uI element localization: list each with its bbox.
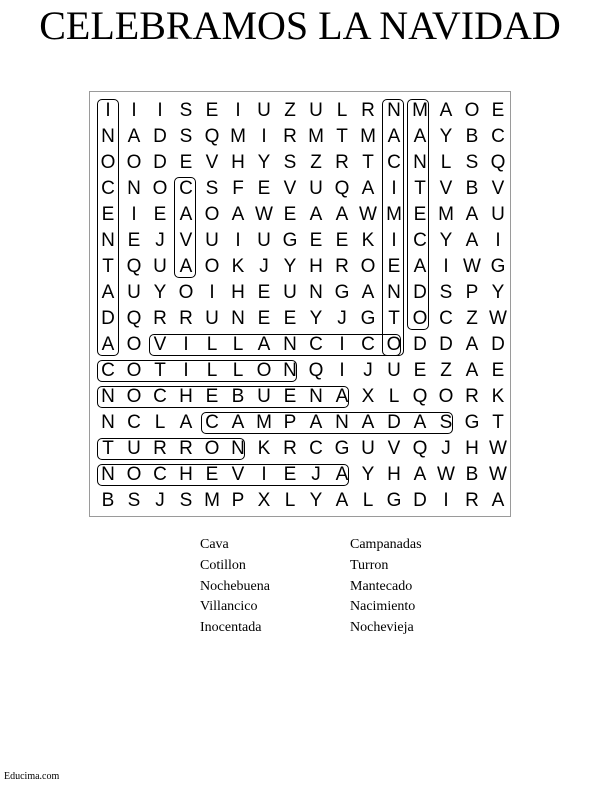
highlight-mantecado (407, 99, 429, 330)
grid-letter: R (335, 152, 349, 173)
grid-letter: A (491, 490, 505, 511)
grid-letter: W (489, 308, 507, 329)
grid-letter: A (465, 334, 479, 355)
grid-letter: V (205, 152, 219, 173)
grid-letter: C (309, 438, 323, 459)
grid-letter: M (204, 490, 220, 511)
grid-letter: R (179, 438, 193, 459)
grid-letter: T (414, 178, 426, 199)
grid-letter: C (387, 152, 401, 173)
grid-letter: W (489, 438, 507, 459)
word-list-right (350, 535, 500, 639)
grid-letter: H (179, 386, 193, 407)
grid-letter: I (261, 126, 267, 147)
grid-letter: W (359, 204, 377, 225)
grid-letter: B (231, 386, 245, 407)
grid-letter: A (413, 126, 427, 147)
grid-letter: A (335, 464, 349, 485)
grid-letter: S (179, 490, 193, 511)
grid-letter: O (204, 204, 220, 225)
grid-letter: O (256, 360, 272, 381)
grid-letter: C (413, 230, 427, 251)
grid-letter: I (261, 464, 267, 485)
grid-letter: A (465, 204, 479, 225)
grid-letter: O (126, 386, 142, 407)
grid-letter: I (235, 230, 241, 251)
grid-letter: C (361, 334, 375, 355)
grid-letter: L (362, 490, 374, 511)
grid-letter: S (439, 282, 453, 303)
grid-letter: A (439, 100, 453, 121)
grid-letter: W (437, 464, 455, 485)
grid-letter: A (361, 282, 375, 303)
grid-letter: D (413, 490, 427, 511)
page-title: CELEBRAMOS LA NAVIDAD (39, 3, 561, 48)
grid-letter: V (283, 178, 297, 199)
grid-letter: D (413, 282, 427, 303)
grid-letter: L (440, 152, 452, 173)
grid-letter: Q (126, 308, 142, 329)
grid-letter: A (231, 412, 245, 433)
grid-letter: U (387, 360, 401, 381)
grid-letter: N (231, 308, 245, 329)
grid-letter: E (283, 308, 297, 329)
grid-letter: P (465, 282, 479, 303)
grid-letter: E (205, 100, 219, 121)
grid-letter: O (204, 438, 220, 459)
grid-letter: U (257, 100, 271, 121)
grid-letter: B (465, 126, 479, 147)
grid-letter: E (491, 360, 505, 381)
grid-letter: A (179, 256, 193, 277)
grid-letter: H (231, 152, 245, 173)
grid-letter: O (100, 152, 116, 173)
grid-letter: U (309, 100, 323, 121)
word-item: Turron (350, 557, 389, 573)
grid-letter: N (101, 412, 115, 433)
grid-letter: Q (412, 386, 428, 407)
grid-letter: W (255, 204, 273, 225)
highlight-cava (174, 177, 196, 278)
grid-letter: A (101, 334, 115, 355)
word-item: Mantecado (350, 578, 413, 594)
grid-letter: O (438, 386, 454, 407)
grid-letter: M (230, 126, 246, 147)
grid-letter: S (439, 412, 453, 433)
grid-letter: I (339, 360, 345, 381)
grid-letter: I (443, 490, 449, 511)
grid-letter: N (283, 360, 297, 381)
grid-letter: L (154, 412, 166, 433)
footer-site: Educima.com (4, 771, 60, 782)
grid-letter: T (336, 126, 348, 147)
grid-letter: J (311, 464, 321, 485)
grid-letter: J (441, 438, 451, 459)
grid-letter: B (101, 490, 115, 511)
grid-letter: J (363, 360, 373, 381)
grid-letter: E (335, 230, 349, 251)
grid-letter: O (464, 100, 480, 121)
grid-letter: S (283, 152, 297, 173)
grid-letter: P (231, 490, 245, 511)
grid-letter: T (102, 256, 114, 277)
grid-letter: Y (439, 230, 453, 251)
grid-letter: E (257, 282, 271, 303)
grid-letter: M (438, 204, 454, 225)
grid-letter: E (387, 256, 401, 277)
grid-letter: L (284, 490, 296, 511)
grid-letter: Q (308, 360, 324, 381)
grid-letter: L (336, 100, 348, 121)
grid-letter: A (127, 126, 141, 147)
grid-letter: E (179, 152, 193, 173)
grid-letter: A (413, 412, 427, 433)
grid-letter: Q (204, 126, 220, 147)
grid-letter: N (413, 152, 427, 173)
grid-letter: O (126, 334, 142, 355)
grid-letter: S (179, 100, 193, 121)
grid-letter: J (155, 490, 165, 511)
grid-letter: Q (412, 438, 428, 459)
grid-letter: E (491, 100, 505, 121)
grid-letter: O (178, 282, 194, 303)
grid-letter: Q (126, 256, 142, 277)
grid-letter: T (492, 412, 504, 433)
grid-letter: J (337, 308, 347, 329)
grid-letter: Y (361, 464, 375, 485)
grid-letter: E (309, 230, 323, 251)
grid-letter: N (335, 412, 349, 433)
grid-letter: I (131, 100, 137, 121)
grid-letter: H (231, 282, 245, 303)
grid-letter: D (153, 152, 167, 173)
grid-letter: B (465, 178, 479, 199)
grid-letter: C (439, 308, 453, 329)
grid-letter: V (387, 438, 401, 459)
grid-letter: I (391, 230, 397, 251)
grid-letter: W (463, 256, 481, 277)
grid-letter: E (127, 230, 141, 251)
grid-letter: A (231, 204, 245, 225)
grid-letter: D (491, 334, 505, 355)
grid-letter: G (334, 282, 350, 303)
grid-letter: I (209, 282, 215, 303)
grid-letter: U (205, 308, 219, 329)
grid-letter: K (257, 438, 271, 459)
grid-letter: T (102, 438, 114, 459)
grid-letter: F (232, 178, 244, 199)
grid-letter: R (465, 490, 479, 511)
grid-letter: D (439, 334, 453, 355)
grid-letter: G (490, 256, 506, 277)
grid-letter: M (360, 126, 376, 147)
grid-letter: G (282, 230, 298, 251)
grid-letter: S (127, 490, 141, 511)
grid-letter: S (205, 178, 219, 199)
grid-letter: G (334, 438, 350, 459)
grid-letter: H (465, 438, 479, 459)
grid-letter: S (465, 152, 479, 173)
grid-letter: N (387, 100, 401, 121)
grid-letter: I (131, 204, 137, 225)
grid-letter: A (465, 360, 479, 381)
word-item: Cava (200, 537, 229, 552)
grid-letter: O (126, 152, 142, 173)
grid-letter: V (179, 230, 193, 251)
grid-letter: A (179, 412, 193, 433)
grid-letter: A (465, 230, 479, 251)
grid-letter: T (362, 152, 374, 173)
grid-letter: G (360, 308, 376, 329)
grid-letter: Z (310, 152, 322, 173)
grid-letter: N (101, 386, 115, 407)
grid-letter: M (256, 412, 272, 433)
grid-letter: O (412, 308, 428, 329)
grid-letter: E (153, 204, 167, 225)
grid-letter: N (387, 282, 401, 303)
grid-letter: S (179, 126, 193, 147)
grid-letter: Y (153, 282, 167, 303)
grid-letter: I (495, 230, 501, 251)
grid-letter: R (283, 438, 297, 459)
grid-letter: C (179, 178, 193, 199)
grid-letter: E (205, 464, 219, 485)
grid-letter: V (153, 334, 167, 355)
grid-letter: H (309, 256, 323, 277)
highlight-cotillon (97, 360, 297, 382)
grid-letter: Y (309, 308, 323, 329)
grid-letter: U (257, 386, 271, 407)
grid-letter: K (491, 386, 505, 407)
grid-letter: E (413, 360, 427, 381)
grid-letter: C (153, 386, 167, 407)
grid-letter: U (127, 282, 141, 303)
grid-letter: U (361, 438, 375, 459)
grid-letter: P (283, 412, 297, 433)
grid-letter: O (204, 256, 220, 277)
grid-letter: E (283, 386, 297, 407)
grid-letter: A (179, 204, 193, 225)
grid-letter: M (308, 126, 324, 147)
grid-letter: I (391, 178, 397, 199)
grid-letter: Z (284, 100, 296, 121)
grid-letter: N (283, 334, 297, 355)
grid-letter: A (335, 490, 349, 511)
grid-letter: L (232, 334, 244, 355)
grid-letter: V (439, 178, 453, 199)
grid-letter: I (183, 334, 189, 355)
grid-letter: O (126, 464, 142, 485)
grid-letter: E (413, 204, 427, 225)
grid-letter: A (335, 204, 349, 225)
grid-letter: L (232, 360, 244, 381)
grid-letter: I (183, 360, 189, 381)
grid-letter: T (154, 360, 166, 381)
grid-letter: C (309, 334, 323, 355)
highlight-nacimiento (382, 99, 404, 356)
grid-letter: A (309, 412, 323, 433)
grid-letter: A (335, 386, 349, 407)
grid-letter: X (361, 386, 375, 407)
highlight-nochevieja (97, 464, 349, 486)
grid-letter: U (309, 178, 323, 199)
word-item: Inocentada (200, 620, 262, 636)
grid-letter: Z (440, 360, 452, 381)
grid-letter: N (101, 464, 115, 485)
grid-letter: Q (334, 178, 350, 199)
word-item: Cotillon (200, 557, 246, 573)
grid-letter: C (153, 464, 167, 485)
grid-letter: A (361, 178, 375, 199)
grid-letter: U (127, 438, 141, 459)
grid-letter: K (231, 256, 245, 277)
word-item: Nochevieja (350, 620, 414, 636)
grid-letter: Q (490, 152, 506, 173)
word-item: Nacimiento (350, 599, 416, 615)
grid-letter: H (387, 464, 401, 485)
grid-letter: Y (309, 490, 323, 511)
grid-letter: O (360, 256, 376, 277)
grid-letter: E (205, 386, 219, 407)
grid-letter: E (283, 204, 297, 225)
grid-letter: X (257, 490, 271, 511)
grid-letter: D (101, 308, 115, 329)
grid-letter: A (413, 464, 427, 485)
grid-letter: Y (257, 152, 271, 173)
grid-letter: R (153, 438, 167, 459)
grid-letter: E (257, 178, 271, 199)
grid-letter: C (101, 178, 115, 199)
grid-letter: O (386, 334, 402, 355)
grid-letter: J (155, 230, 165, 251)
grid-letter: D (387, 412, 401, 433)
highlight-turron (97, 438, 245, 460)
grid-letter: D (153, 126, 167, 147)
grid-letter: L (206, 360, 218, 381)
grid-letter: A (101, 282, 115, 303)
grid-letter: L (388, 386, 400, 407)
grid-letter: R (283, 126, 297, 147)
highlight-villancico (149, 334, 401, 356)
grid-letter: C (491, 126, 505, 147)
grid-letter: R (361, 100, 375, 121)
grid-letter: I (235, 100, 241, 121)
highlight-inocentada (97, 99, 119, 356)
grid-letter: E (283, 464, 297, 485)
grid-letter: H (179, 464, 193, 485)
grid-letter: M (386, 204, 402, 225)
word-list-left (200, 535, 350, 639)
grid-letter: D (413, 334, 427, 355)
grid-letter: U (491, 204, 505, 225)
grid-letter: I (339, 334, 345, 355)
grid-letter: C (205, 412, 219, 433)
grid-letter: U (205, 230, 219, 251)
grid-letter: W (489, 464, 507, 485)
grid-letter: G (386, 490, 402, 511)
word-list (200, 535, 500, 639)
grid-letter: V (491, 178, 505, 199)
grid-letter: R (179, 308, 193, 329)
highlight-nochebuena (97, 386, 349, 408)
grid-letter: K (361, 230, 375, 251)
grid-letter: V (231, 464, 245, 485)
grid-letter: R (465, 386, 479, 407)
grid-letter: R (153, 308, 167, 329)
grid-letter: A (387, 126, 401, 147)
grid-letter: C (127, 412, 141, 433)
grid-letter: R (335, 256, 349, 277)
grid-letter: I (443, 256, 449, 277)
word-item: Campanadas (350, 537, 422, 552)
grid-letter: G (464, 412, 480, 433)
grid-letter: I (157, 100, 163, 121)
grid-letter: O (126, 360, 142, 381)
grid-letter: J (259, 256, 269, 277)
grid-letter: A (413, 256, 427, 277)
grid-letter: Y (439, 126, 453, 147)
grid-letter: N (309, 386, 323, 407)
grid-letter: T (388, 308, 400, 329)
highlight-campanadas (201, 412, 453, 434)
grid-letter: N (231, 438, 245, 459)
grid-letter: N (127, 178, 141, 199)
grid-letter: E (101, 204, 115, 225)
grid-letter: A (309, 204, 323, 225)
word-item: Villancico (200, 599, 258, 615)
grid-letter: Z (466, 308, 478, 329)
grid-letter: A (257, 334, 271, 355)
grid-letter: B (465, 464, 479, 485)
word-item: Nochebuena (200, 578, 270, 594)
grid-letter: N (101, 126, 115, 147)
grid-letter: Y (283, 256, 297, 277)
grid-letter: E (257, 308, 271, 329)
grid-letter: C (101, 360, 115, 381)
grid-letter: I (105, 100, 111, 121)
grid-letter: U (257, 230, 271, 251)
grid-letter: N (101, 230, 115, 251)
grid-letter: M (412, 100, 428, 121)
grid-letter: U (283, 282, 297, 303)
grid-letter: L (206, 334, 218, 355)
grid-letter: Y (491, 282, 505, 303)
grid-letter: A (361, 412, 375, 433)
grid-letter: O (152, 178, 168, 199)
grid-letter: U (153, 256, 167, 277)
grid-letter: N (309, 282, 323, 303)
